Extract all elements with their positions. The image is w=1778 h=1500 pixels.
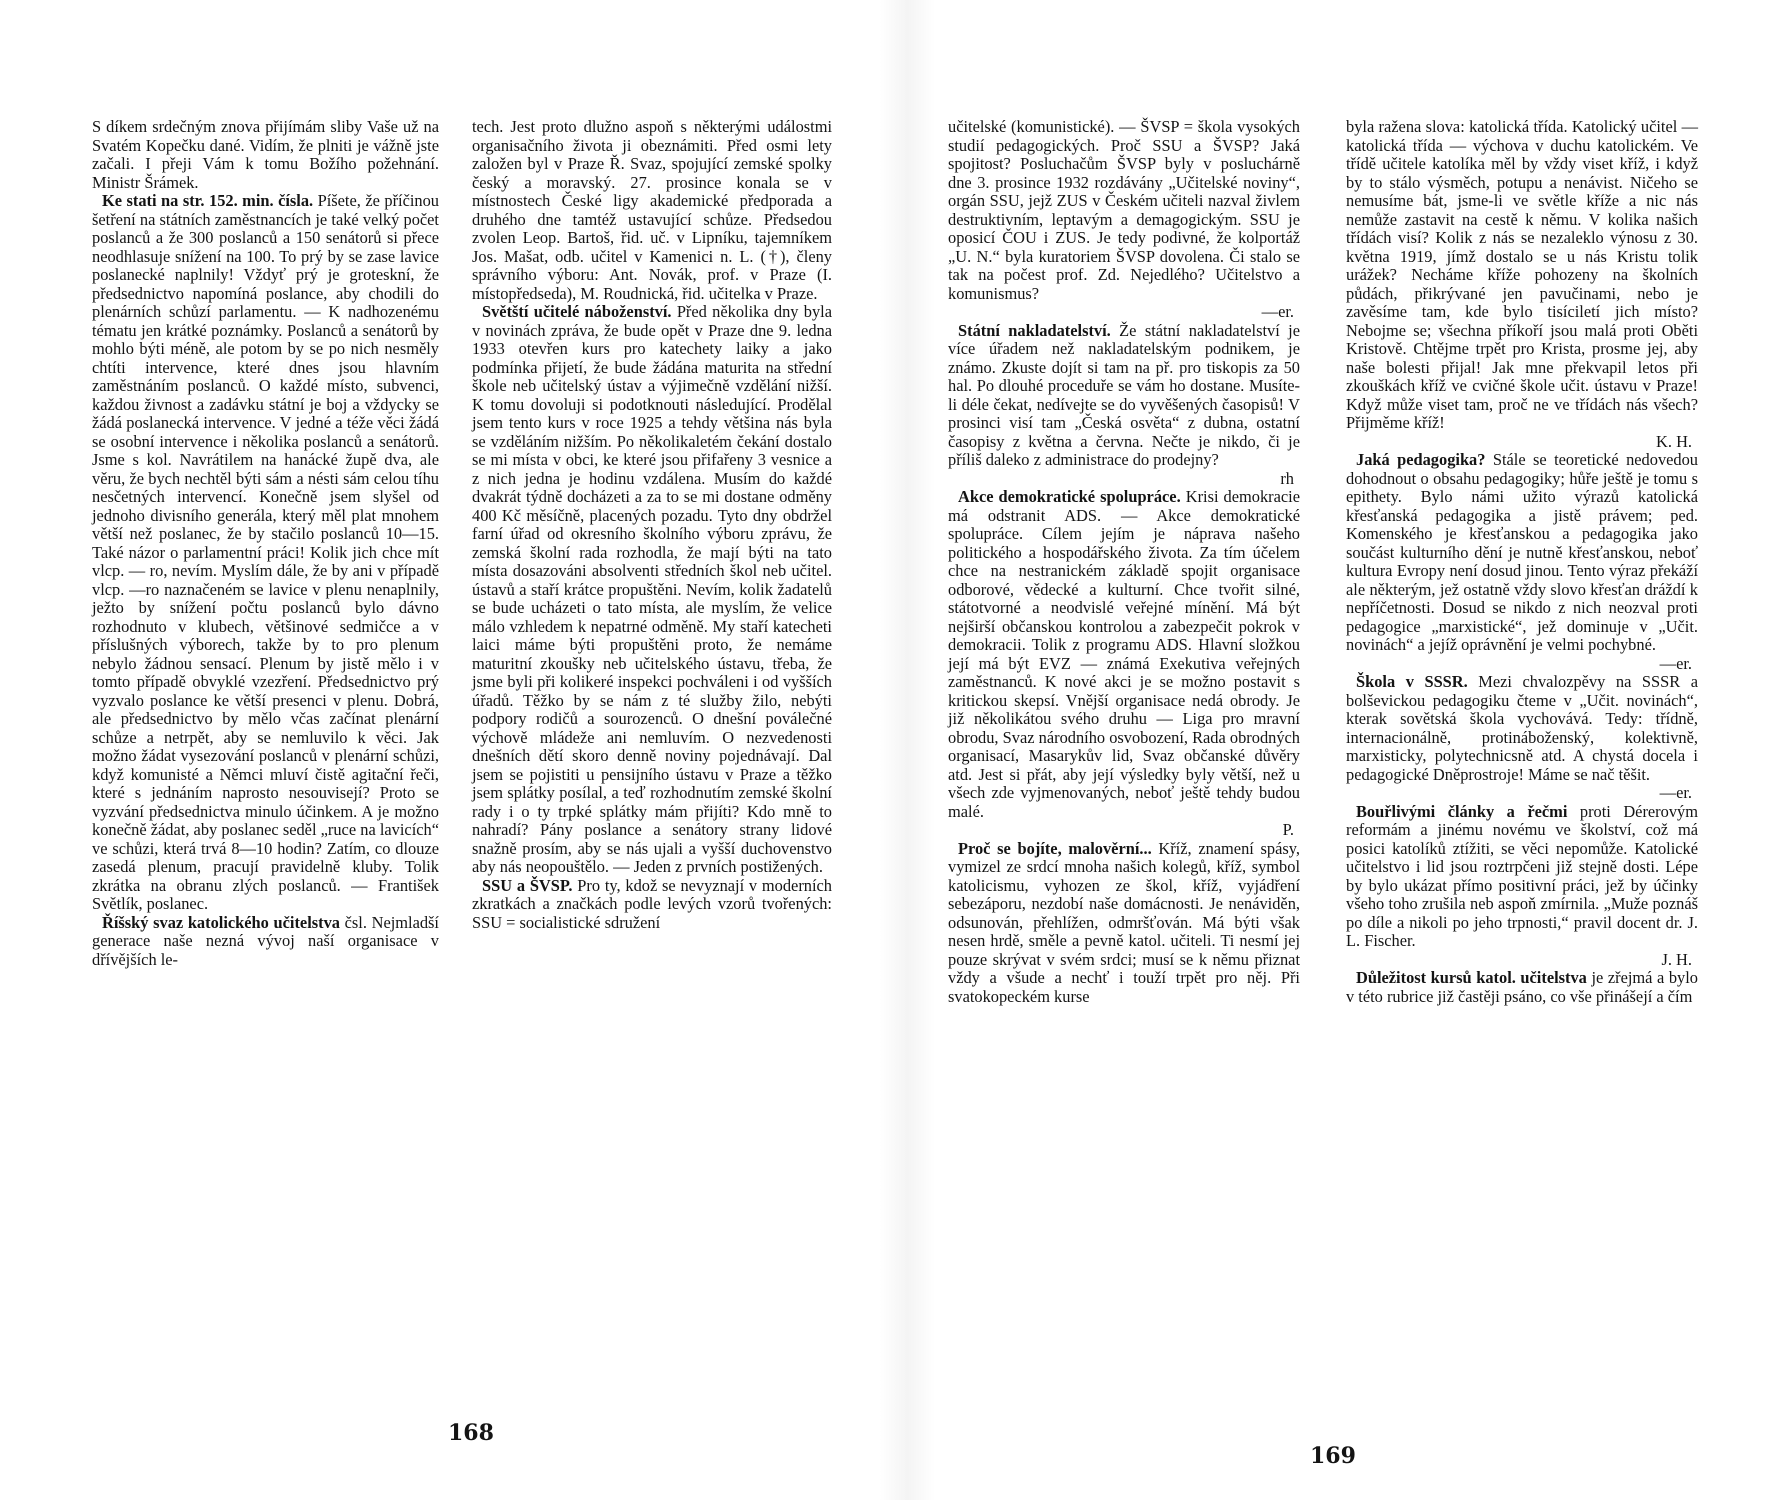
paragraph-heading: Bouřlivými články a řečmi (1356, 801, 1568, 821)
page-number: 169 (1310, 1443, 1356, 1469)
paragraph (948, 840, 1300, 1007)
paragraph-heading: Jaká pedagogika? (1356, 450, 1486, 469)
paragraph-body: Že státní nakladatelství je více úřadem než nakladatelským podnikem, je známo. Zkuste dojít si tam na př. pro tiskopis za 50 hal. Po dlouhé proceduře se vám ho dostane. Musíte-li déle čekat, nedívejte se do vyvěšených časopisů! V prosinci visí tam „Česká osvěta“ z dubna, ostatní časopisy z května a června. Nečte je nikdo, či je příliš daleko z administrace do prodejny? (948, 320, 1300, 469)
paragraph-heading: Proč se bojíte, malověrní... (958, 838, 1152, 858)
signature: —er. (1261, 302, 1294, 321)
paragraph-body: je zřejmá a bylo v této rubrice již častěji psáno, co vše přinášejí a čím (1346, 968, 1698, 1006)
paragraph (472, 303, 832, 877)
paragraph (1346, 673, 1698, 784)
signature: J. H. (1661, 949, 1692, 969)
paragraph-heading: Světští učitelé náboženství. (482, 302, 672, 321)
paragraph: byla ražena slova: katolická třída. Katolický učitel — katolická třída — výchova v duchu katolickém. Ve třídě učitele katolíka měl by vždy viset kříž, i když by to stálo výsměch, potupu a nenávist. Ničeho se nemusíme bát, jsme-li ve světle kříže a nic nás nemůže zastavit na cestě k němu. V kolika našich třídách visí? Kolik z nás se nezaleklo výnosu z 30. května 1919, jímž dostalo se u nás Kristu tolik urážek? Necháme kříže pohozeny na školních půdách, přikrývané jen pavučinami, nebo je zavěsíme tam, kde bylo tisíciletí jich místo? Nebojme se; všechna příkoří jsou malá proti Oběti Kristově. Chtějme trpět pro Krista, prosme jej, aby naše bolesti přijal! Jak mne překvapil letos při zkouškách kříž ve cvičné škole učit. ústavu v Praze! Když může viset tam, proč ne ve třídách nás všech? Přijměme kříž! (1346, 117, 1698, 432)
paragraph-heading: Škola v SSSR. (1356, 672, 1468, 691)
paragraph (92, 192, 439, 914)
paragraph: učitelské (komunistické). — ŠVSP = škola vysokých studií pedagogických. Proč SSU a ŠVSP? Jaká spojitost? Posluchačům ŠVSP byly v posluchárně dne 3. prosince 1932 rozdávány „Učitelské noviny“, orgán SSU, jejž ZUS v Českém učiteli nazval živlem destruktivním, leptavým a demagogickým. SSU je oposicí ČOU i ZUS. Je tedy podivné, že kolportáž „U. N.“ byla kuratoriem ŠVSP dovolena. Či stalo se tak na počest prof. Zd. Nejedlého? Učitelstvo a komunismus? (948, 117, 1300, 303)
left-page (0, 0, 880, 1500)
paragraph-heading: Ke stati na str. 152. min. čísla. (102, 191, 314, 210)
right-page-column-2 (1346, 118, 1698, 1006)
signature: —er. (1659, 653, 1692, 673)
left-page-column-2 (472, 118, 832, 932)
paragraph (92, 914, 439, 970)
paragraph (1346, 969, 1698, 1006)
paragraph-body: Mezi chvalozpěvy na SSSR a bolševickou pedagogiku čteme v „Učit. novinách“, kterak sovětská škola vychovává. Tedy: třídně, internacionálně, protináboženský, kolektivně, marxisticky, polytechnicsně atd. A chystá docela i pedagogické Dněprostroje! Máme se nač těšit. (1346, 672, 1698, 784)
paragraph: S díkem srdečným znova přijímám sliby Vaše už na Svatém Kopečku dané. Vidím, že plniti je vážně jste začali. I přeji Vám k tomu Božího požehnání. Ministr Šrámek. (92, 117, 439, 192)
left-page-column-1 (92, 118, 439, 969)
paragraph-heading: Důležitost kursů katol. učitelstva (1356, 968, 1587, 987)
paragraph-body: Píšete, že příčinou šetření na státních zaměstnancích je také velký počet poslanců a že 300 poslanců a 150 senátorů si přece neodhlasuje snížení na 100. To prý by se zase lavice poslanecké naplnily! Vždyť prý je groteskní, že předsednictvo napomíná poslance, aby chodili do plenárních schůzí parlamentu. — K nadhozenému tématu jen krátké poznámky. Poslanců a senátorů by mohlo býti méně, ale potom by se po nich nesměly chtíti intervence, které dnes jsou hlavním zaměstnáním poslanců. O každé místo, subvenci, každou živnost a zadávku státní je boj a vždycky se žádá poslanecká intervence. V jedné a téže věci žádá se osobní intervence i několika poslanců a senátorů. Jsme s kol. Navrátilem na hanácké župě dva, ale věru, že bych nechtěl býti sám a nésti sám celou tíhu nesčetných intervencí. Konečně jsem slyšel od jednoho divisního generála, který měl plat mnohem větší než poslanec, že by stačilo poslanců 10—15. Také názor o parlamentní práci! Kolik jich chce mít vlcp. — ro, nevím. Myslím dále, že by ani v případě vlcp. —ro naznačeném se lavice v plenu nenaplnily, ježto by snížení počtu poslanců bylo dávno rozhodnuto v klubech, většinové sedmičce a v příslušných výborech, takže by to pro plenum nebylo žádnou sensací. Plenum by jistě mělo i v tomto případě obvyklé vzezření. Předsednictvo prý vyzvalo poslance ke větší presenci v plenu. Dobrá, ale předsednictvo by mělo včas začínat plenární schůze a netrpět, aby se nemluvilo k věci. Jak možno žádat vysezování poslanců v plenární schůzi, když komunisté a Němci mluví čistě agitační řeči, které s jednáním naprosto nesouvisejí? Proto se vyzvání předsednictva minulo účinkem. A je možno konečně žádat, aby poslanec seděl „ruce na lavicích“ ve schůzi, která trvá 8—10 hodin? Zatím, co dlouze zasedá plenum, pracují pravidelně kluby. Tolik zkrátka na obranu zlých poslanců. — František Světlík, poslanec. (92, 191, 439, 913)
paragraph-heading: Říšský svaz katolického učitelstva (102, 912, 340, 932)
right-page (935, 0, 1778, 1500)
paragraph (1346, 803, 1698, 951)
paragraph-body: Pro ty, kdož se nevyznají v moderních zkratkách a značkách podle levých vzorů tvořených: SSU = socialistické sdružení (472, 875, 832, 932)
paragraph (948, 488, 1300, 821)
paragraph (1346, 451, 1698, 655)
paragraph (948, 322, 1300, 470)
paragraph-body: proti Dérerovým reformám a jinému novému ve školství, což má posici katolíků ztížiti, se věci nepomůže. Katolické učitelstvo i lid jsou roztrpčeni již stejně dosti. Lépe by bylo ukázat přímo positivní práci, jež by účinky všeho toho zrušila neb aspoň zmírnila. „Muže poznáš po díle a nikoli po jeho trpnosti,“ pravil docent dr. J. L. Fischer. (1346, 801, 1698, 950)
paragraph (472, 877, 832, 933)
page-number: 168 (448, 1420, 494, 1446)
signature: —er. (1659, 783, 1692, 802)
signature: rh (1280, 468, 1294, 488)
paragraph: tech. Jest proto dlužno aspoň s některými událostmi organisačního života ji obeznámiti. Před osmi lety založen byl v Praze Ř. Svaz, spojující zemské spolky český a moravský. 27. prosince konala se v místnostech České ligy akademické předporada a druhého dne tamtéž ustavující schůze. Předsedou zvolen Leop. Bartoš, řid. uč. v Lipníku, tajemníkem Jos. Mašat, odb. učitel v Kamenici n. L. (†), členy správního výboru: Ant. Novák, prof. v Praze (I. místopředseda), M. Roudnická, řid. učitelka v Praze. (472, 117, 832, 303)
paragraph-heading: Akce demokratické spolupráce. (958, 487, 1181, 506)
signature: K. H. (1656, 431, 1692, 451)
book-gutter (880, 0, 935, 1500)
signature: P. (1282, 820, 1294, 839)
paragraph-heading: Státní nakladatelství. (958, 320, 1111, 340)
paragraph-body: Stále se teoretické nedovedou dohodnout o obsahu pedagogiky; hůře ještě je tomu s epithety. Bylo námi užito výrazů katolická křesťanská pedagogika a jistě právem; ped. Komenského je křesťanskou a pedagogika jako součást kulturního dění je nutně křesťanskou, neboť kultura Evropy není dosud jinou. Tento výraz překáží ale některým, jež ostatně vždy slovo křesťan dráždí k nepříčetnosti. Dosud se nikdo z nich neozval proti pedagogice „marxistické“, jež dominuje v „Učit. novinách“ a jejíž oprávnění je velmi pochybné. (1346, 450, 1698, 654)
paragraph-body: čsl. Nejmladší generace naše nezná vývoj naší organisace v dřívějších le- (92, 912, 439, 969)
right-page-column-1 (948, 118, 1300, 1006)
paragraph-body: Kříž, znamení spásy, vymizel ze srdcí mnoha našich kolegů, kříž, symbol katolicismu, vyhozen ze škol, kříž, vyjádření sebezáporu, nezdobí naše domácnosti. Je nenáviděn, odsunován, přehlížen, odmršťován. Má býti však nesen hrdě, směle a pevně katol. učiteli. Ti nesmí jej pouze skrývat v svém srdci; musí se k němu přiznat vždy a všude a nechť i touží trpět pro něj. Při svatokopeckém kurse (948, 838, 1300, 1006)
paragraph-heading: SSU a ŠVSP. (482, 875, 573, 895)
paragraph-body: Před několika dny byla v novinách zpráva, že bude opět v Praze dne 9. ledna 1933 otevřen kurs pro katechety laiky a jako podmínka přijetí, že bude žádána maturita na střední škole neb učitelský ústav a výjimečně vzdělání nižší. K tomu dovoluji si podotknouti následující. Prodělal jsem tento kurs v roce 1925 a tehdy většina nás byla se vzděláním nižším. Po několikaletém čekání dostalo se mi místa v obci, ke které jsou přifařeny 3 vesnice a z nich jedna je hodinu vzdálena. Musím do každé dvakrát týdně docházeti a za to se mi dostane odměny 400 Kč měsíčně, placených pozadu. Tyto dny obdržel farní úřad od okresního školního výboru zprávu, že zemská školní rada rozhodla, že mají býti na tato místa dosazováni absolventi středních škol neb učitel. ústavů a staří krátce propuštěni. Nevím, kolik žadatelů se bude ucházeti o tato místa, ale myslím, že velice málo vzhledem k nepatrné odměně. My staří katecheti laici máme býti propuštěni proto, že nemáme maturitní zkoušky neb učitelského ústavu, třeba, že jsme byli při kolikeré inspekci pochváleni i od vyšších úřadů. Těžko by se nám z té služby žilo, nebýti podpory rodičů a sourozenců. O dnešní poválečné výchově mládeže ani nemluvím. O nezvedenosti dnešních dětí skoro denně noviny pojednávají. Dal jsem se pojistiti u pensijního ústavu v Praze a těžko jsem splátky posílal, a teď rozhodnutím zemské školní rady i o ty trpké splátky mám přijíti? Kdo mně to nahradí? Pány poslance a senátory strany lidové snažně prosím, aby se nás ujali a vyšší duchovenstvo aby nás neopouštělo. — Jeden z prvních postižených. (472, 302, 832, 876)
paragraph-body: Krisi demokracie má odstranit ADS. — Akce demokratické spolupráce. Cílem jejím je náprava našeho politického a hospodářského života. Za tím účelem chce na nestranickém základě spojit organisace odborové, vědecké a kulturní. Chce tvořit silné, státotvorné a neodvislé veřejné mínění. Má být nejširší občanskou kontrolou a zabezpečit pokrok v demokracii. Tolik z programu ADS. Hlavní složkou její má být EVZ — známá Exekutiva veřejných zaměstnanců. K nové akci je se možno postavit s kritickou skepsí. Vnější organisace nedá obrody. Je již několikátou svého druhu — Liga pro mravní obrodu, Svaz národního osvobození, Rada obrodných organisací, Masarykův lid, Svaz občanské důvěry atd. Jest si přát, aby její výsledky byly větší, než u všech zde vyjmenovaných, neboť ještě tehdy budou malé. (948, 487, 1301, 821)
